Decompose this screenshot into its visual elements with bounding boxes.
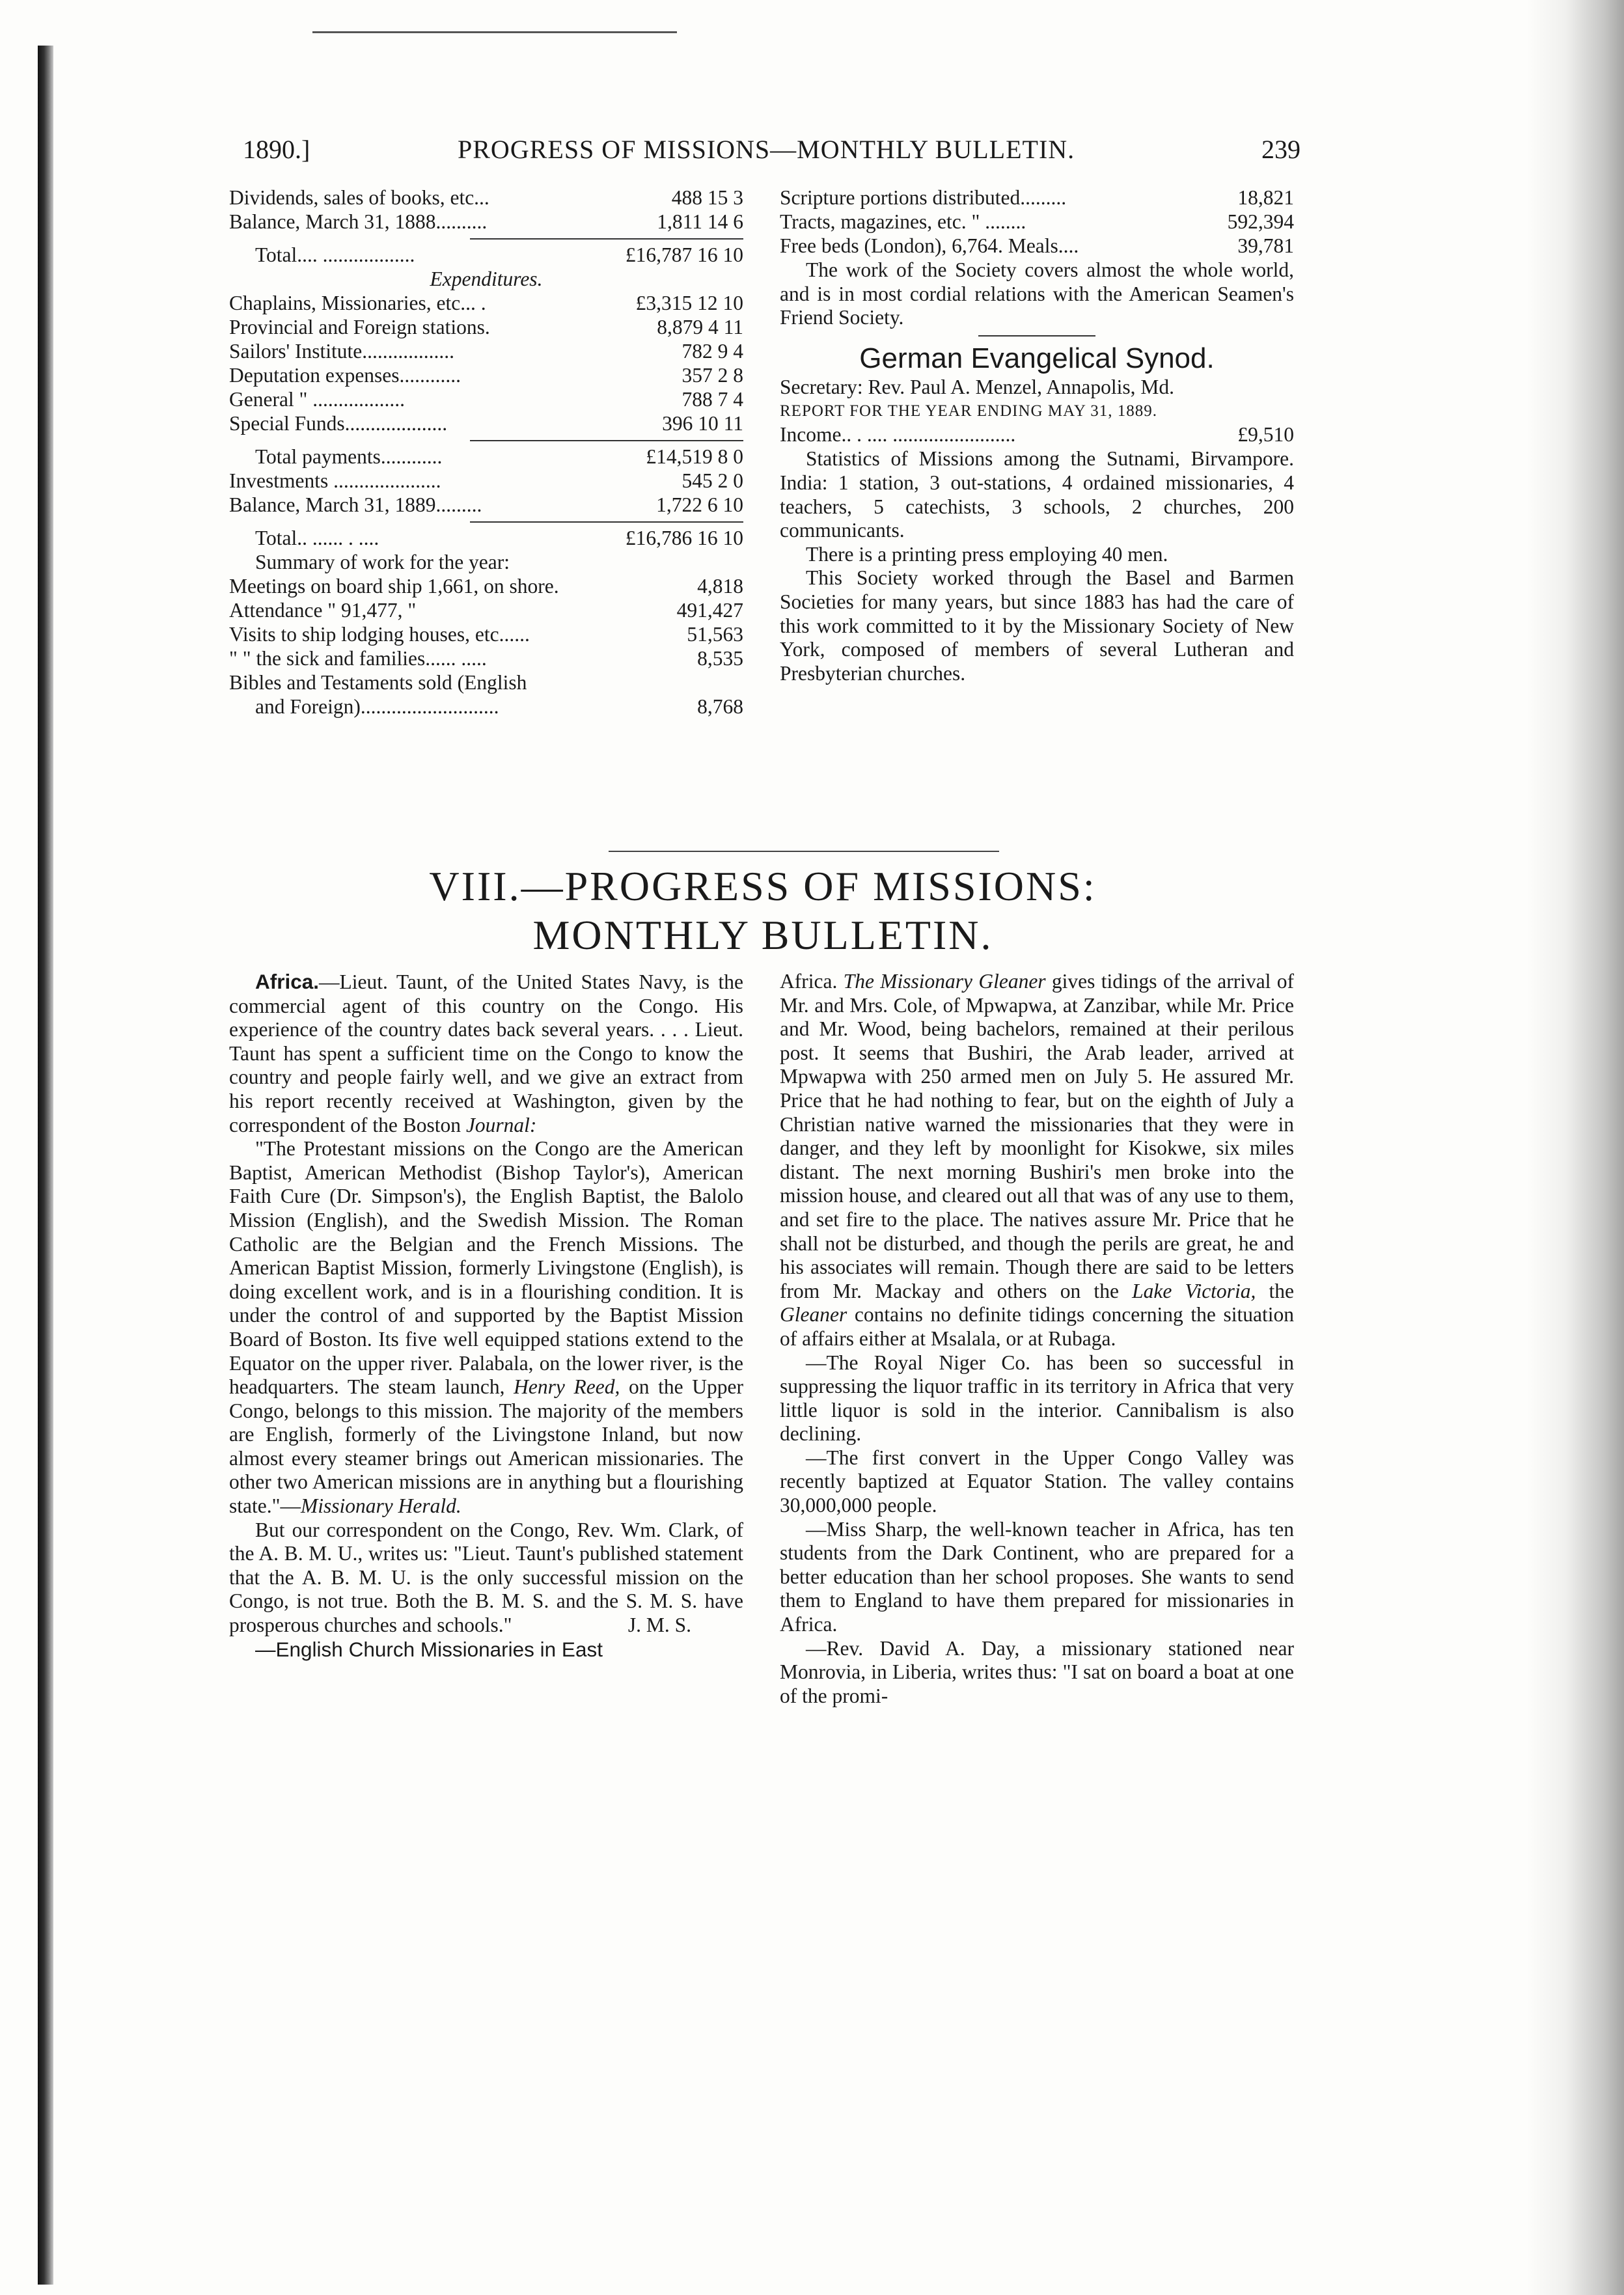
english-church-text: —English Church Missionaries in East (255, 1637, 603, 1661)
the-word: the (1269, 1279, 1295, 1302)
right-bottom-column (780, 970, 1294, 1708)
gleaner-text: gives tidings of the arrival of Mr. and Mrs. Cole, of Mpwapwa, at Zanzibar, while Mr. Price and Mr. Wood, being bachelors, remained at their perilous post. It seems that Bushiri, the Arab leader, arrived at Mpwapwa with 250 armed men on July 5. He assured Mr. Price that he had nothing to fear, but on the eighth of July a Christian native warned the missionaries that they were in danger, and they left by moonlight for Kisokwe, six miles distant. The next morning Bushiri's men broke into the mission house, and cleared out all that was of any use to them, and set fire to the place. The natives assure Mr. Price that he shall not be disturbed, and though the perils are great, he and his associates will remain. Though there are said to be letters from Mr. Mackay and others on the (780, 970, 1295, 1302)
table-row: Visits to ship lodging houses, etc...... 51,563 (229, 623, 743, 646)
statistics-text: Statistics of Missions among the Sutnami, Birvampore. India: 1 station, 3 out-stations, 4 ordained missionaries, 4 teachers, 5 catechists, 3 schools, 2 churches, 200 communicants. (780, 447, 1294, 542)
sharp-text: —Miss Sharp, the well-known teacher in Africa, has ten students from the Dark Continent, who are prepared for a better education than her school proposes. She wants to send them to England to have them prepared for missionaries in Africa. (780, 1517, 1294, 1636)
total-row: Total.. ...... . .... £16,786 16 10 (255, 527, 743, 549)
basel-text: This Society worked through the Basel and Barmen Societies for many years, but since 1883 has had the care of this work committed to it by the Missionary Society of New York, composed of members of several Lutheran and Presbyterian churches. (780, 566, 1294, 685)
bibles-line: Bibles and Testaments sold (English (229, 671, 527, 694)
table-row: Provincial and Foreign stations. 8,879 4 11 (229, 316, 743, 338)
secretary-line: Secretary: Rev. Paul A. Menzel, Annapolis, Md. (780, 375, 1174, 398)
total-row: Total.... .................. £16,787 16 10 (255, 243, 743, 266)
table-row: General " .................. 788 7 4 (229, 388, 743, 411)
expenditures-heading: Expenditures. (430, 268, 543, 290)
table-row: Free beds (London), 6,764. Meals.... 39,781 (780, 234, 1294, 257)
header-title: PROGRESS OF MISSIONS—MONTHLY BULLETIN. (458, 135, 1075, 164)
table-row: Attendance " 91,477, " 491,427 (229, 599, 743, 622)
section-subtitle: MONTHLY BULLETIN. (532, 912, 993, 958)
lake-name: Lake Victoria, (1132, 1279, 1256, 1302)
journal-name: Journal: (465, 1113, 537, 1136)
finance-table (229, 186, 743, 719)
africa-heading: Africa. (255, 970, 320, 993)
sum-rule (470, 238, 743, 240)
table-row: Meetings on board ship 1,661, on shore. 4,818 (229, 575, 743, 598)
summary-heading: Summary of work for the year: (255, 551, 510, 573)
table-row: and Foreign)........................... 8,768 (255, 695, 743, 718)
running-header (243, 134, 1301, 173)
table-row: Scripture portions distributed......... 18,821 (780, 186, 1294, 209)
book-binding-edge (38, 46, 53, 2285)
table-row: Balance, March 31, 1889......... 1,722 6 10 (229, 493, 743, 516)
henry-reed: Henry Reed, (514, 1375, 620, 1399)
right-top-column (780, 186, 1294, 685)
section-rule (978, 335, 1095, 337)
header-year: 1890.] (243, 135, 310, 164)
gleaner-text-2: contains no definite tidings concerning the situation of affairs either at Msalala, or at Rubaga. (780, 1303, 1294, 1350)
table-row: Balance, March 31, 1888.......... 1,811 14 6 (229, 210, 743, 233)
gleaner-name-2: Gleaner (780, 1303, 847, 1326)
table-row: Investments ..................... 545 2 0 (229, 469, 743, 492)
section-separator (609, 851, 999, 852)
clark-text: But our correspondent on the Congo, Rev. Wm. Clark, of the A. B. M. U., writes us: "Lieut. Taunt's published statement that the A. B. M. U. is the only successful mission on the Congo, is not true. Both the B. M. S. and the S. M. S. have prosperous churches and schools." (229, 1518, 743, 1637)
congo-quote-cont: on the Upper Congo, belongs to this mission. The majority of the members are English, formerly of the Livingstone Inland, but now almost every steamer brings out American missionaries. The other two American missions are in anything but a flourishing state."— (229, 1375, 743, 1518)
press-text: There is a printing press employing 40 men. (806, 542, 1168, 566)
gleaner-name: The Missionary Gleaner (843, 970, 1046, 993)
table-row: Deputation expenses............ 357 2 8 (229, 364, 743, 387)
table-row: Sailors' Institute.................. 782 9 4 (229, 340, 743, 363)
niger-text: —The Royal Niger Co. has been so successful in suppressing the liquor traffic in its territory in Africa that very little liquor is sold in the interior. Cannibalism is also declining. (780, 1351, 1294, 1446)
herald-source: Missionary Herald. (300, 1494, 461, 1518)
table-row: " " the sick and families...... ..... 8,535 (229, 647, 743, 670)
sum-rule (470, 521, 743, 523)
table-row: Special Funds.................... 396 10 11 (229, 412, 743, 435)
scan-artifact-line (312, 31, 677, 33)
income-row: Income.. . .... ........................ £9,510 (780, 423, 1294, 447)
page-number: 239 (1261, 135, 1301, 164)
convert-text: —The first convert in the Upper Congo Valley was recently baptized at Equator Station. The valley contains 30,000,000 people. (780, 1446, 1294, 1517)
table-row: Chaplains, Missionaries, etc... . £3,315 12 10 (229, 292, 743, 314)
page-edge-shadow (1526, 0, 1624, 2295)
left-bottom-column (229, 970, 743, 1662)
society-work-text: The work of the Society covers almost the whole world, and is in most cordial relations with the American Seamen's Friend Society. (780, 258, 1294, 329)
day-text: —Rev. David A. Day, a missionary stationed near Monrovia, in Liberia, writes thus: "I sat on board a boat at one of the promi- (780, 1636, 1294, 1707)
sum-rule (470, 440, 743, 441)
africa-text: —Lieut. Taunt, of the United States Navy, is the commercial agent of this country on the Congo. His experience of the country dates back several years. . . . Lieut. Taunt has spent a sufficient time on the Congo to know the country and people fairly well, and we give an extract from his report recently received at Washington, given by the correspondent of the Boston (229, 970, 743, 1136)
report-line: REPORT FOR THE YEAR ENDING MAY 31, 1889. (780, 402, 1157, 420)
gleaner-pre: Africa. (780, 970, 838, 993)
table-row: Tracts, magazines, etc. " ........ 592,394 (780, 210, 1294, 233)
total-row: Total payments............ £14,519 8 0 (255, 445, 743, 468)
congo-quote: "The Protestant missions on the Congo are the American Baptist, American Methodist (Bishop Taylor's), American Faith Cure (Dr. Simpson's), the English Baptist, the Balolo Mission (English), and the Swedish Mission. The Roman Catholic are the Belgian and the French Missions. The American Baptist Mission, formerly Livingstone (English), is doing excellent work, and is in a flourishing condition. It is under the control of and supported by the Baptist Mission Board of Boston. Its five well equipped stations extend to the Equator on the upper river. Palabala, on the lower river, is the headquarters. The steam launch, (229, 1137, 743, 1399)
synod-heading: German Evangelical Synod. (859, 342, 1215, 374)
table-row: Dividends, sales of books, etc... 488 15 3 (229, 186, 743, 209)
signature: J. M. S. (627, 1613, 691, 1636)
section-title: VIII.—PROGRESS OF MISSIONS: (429, 863, 1097, 909)
